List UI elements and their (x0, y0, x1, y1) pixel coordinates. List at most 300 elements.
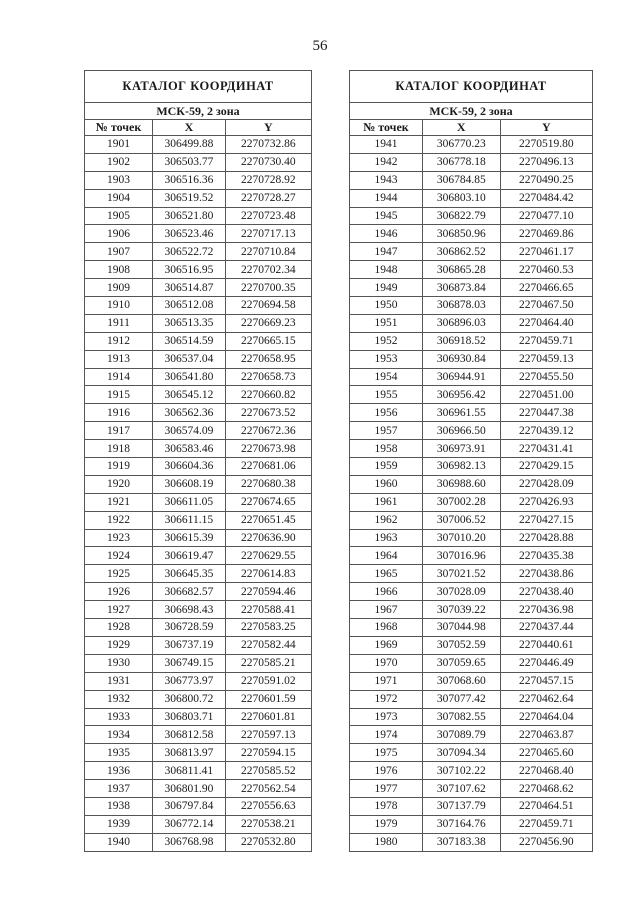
table-row (85, 654, 312, 672)
point-number-cell: 1965 (350, 565, 423, 583)
point-number-cell: 1961 (350, 493, 423, 511)
point-number-cell: 1978 (350, 797, 423, 815)
table-row (85, 744, 312, 762)
x-coordinate-cell: 306896.03 (422, 314, 500, 332)
table-row (350, 636, 593, 654)
x-coordinate-cell: 306778.18 (422, 153, 500, 171)
y-coordinate-cell: 2270468.40 (500, 762, 592, 780)
x-coordinate-cell: 307010.20 (422, 529, 500, 547)
point-number-cell: 1949 (350, 279, 423, 297)
x-coordinate-cell: 307183.38 (422, 833, 500, 851)
point-number-cell: 1907 (85, 243, 153, 261)
table-row (85, 189, 312, 207)
x-coordinate-cell: 306850.96 (422, 225, 500, 243)
point-number-cell: 1923 (85, 529, 153, 547)
y-coordinate-cell: 2270658.95 (225, 350, 311, 368)
x-coordinate-cell: 306682.57 (153, 583, 226, 601)
x-coordinate-cell: 306773.97 (153, 672, 226, 690)
point-number-cell: 1958 (350, 440, 423, 458)
table-row (350, 565, 593, 583)
table-row (85, 404, 312, 422)
y-coordinate-cell: 2270460.53 (500, 261, 592, 279)
point-number-cell: 1963 (350, 529, 423, 547)
table-row (85, 529, 312, 547)
y-coordinate-cell: 2270457.15 (500, 672, 592, 690)
point-number-cell: 1977 (350, 780, 423, 798)
point-number-cell: 1901 (85, 136, 153, 154)
y-coordinate-cell: 2270673.52 (225, 404, 311, 422)
point-number-cell: 1940 (85, 833, 153, 851)
y-coordinate-cell: 2270438.86 (500, 565, 592, 583)
y-coordinate-cell: 2270462.64 (500, 690, 592, 708)
x-coordinate-cell: 306583.46 (153, 440, 226, 458)
x-coordinate-cell: 306801.90 (153, 780, 226, 798)
header-x: X (153, 120, 226, 136)
point-number-cell: 1932 (85, 690, 153, 708)
y-coordinate-cell: 2270680.38 (225, 475, 311, 493)
table-row (350, 440, 593, 458)
point-number-cell: 1945 (350, 207, 423, 225)
x-coordinate-cell: 306956.42 (422, 386, 500, 404)
y-coordinate-cell: 2270651.45 (225, 511, 311, 529)
point-number-cell: 1968 (350, 619, 423, 637)
table-row (85, 547, 312, 565)
x-coordinate-cell: 306519.52 (153, 189, 226, 207)
point-number-cell: 1914 (85, 368, 153, 386)
point-number-cell: 1933 (85, 708, 153, 726)
x-coordinate-cell: 306513.35 (153, 314, 226, 332)
table-row (350, 780, 593, 798)
point-number-cell: 1918 (85, 440, 153, 458)
y-coordinate-cell: 2270451.00 (500, 386, 592, 404)
table-row (85, 386, 312, 404)
x-coordinate-cell: 306541.80 (153, 368, 226, 386)
x-coordinate-cell: 306514.87 (153, 279, 226, 297)
y-coordinate-cell: 2270456.90 (500, 833, 592, 851)
table-row (85, 225, 312, 243)
y-coordinate-cell: 2270459.71 (500, 815, 592, 833)
table-row (85, 243, 312, 261)
point-number-cell: 1941 (350, 136, 423, 154)
table-row (85, 726, 312, 744)
table-row (350, 136, 593, 154)
point-number-cell: 1959 (350, 458, 423, 476)
x-coordinate-cell: 306611.05 (153, 493, 226, 511)
point-number-cell: 1969 (350, 636, 423, 654)
table-row (350, 207, 593, 225)
y-coordinate-cell: 2270532.80 (225, 833, 311, 851)
point-number-cell: 1970 (350, 654, 423, 672)
x-coordinate-cell: 307039.22 (422, 601, 500, 619)
table-row (85, 475, 312, 493)
x-coordinate-cell: 307006.52 (422, 511, 500, 529)
point-number-cell: 1921 (85, 493, 153, 511)
coordinate-system-label: МСК-59, 2 зона (350, 103, 593, 120)
table-row (350, 690, 593, 708)
point-number-cell: 1944 (350, 189, 423, 207)
y-coordinate-cell: 2270464.40 (500, 314, 592, 332)
y-coordinate-cell: 2270439.12 (500, 422, 592, 440)
table-row (85, 297, 312, 315)
point-number-cell: 1920 (85, 475, 153, 493)
y-coordinate-cell: 2270728.92 (225, 171, 311, 189)
x-coordinate-cell: 307002.28 (422, 493, 500, 511)
table-row (350, 404, 593, 422)
point-number-cell: 1909 (85, 279, 153, 297)
y-coordinate-cell: 2270694.58 (225, 297, 311, 315)
x-coordinate-cell: 306811.41 (153, 762, 226, 780)
y-coordinate-cell: 2270519.80 (500, 136, 592, 154)
x-coordinate-cell: 306503.77 (153, 153, 226, 171)
table-row (85, 690, 312, 708)
table-row (85, 619, 312, 637)
table-row (350, 368, 593, 386)
table-row (350, 422, 593, 440)
table-row (350, 511, 593, 529)
point-number-cell: 1936 (85, 762, 153, 780)
point-number-cell: 1906 (85, 225, 153, 243)
point-number-cell: 1942 (350, 153, 423, 171)
x-coordinate-cell: 306615.39 (153, 529, 226, 547)
point-number-cell: 1910 (85, 297, 153, 315)
y-coordinate-cell: 2270585.52 (225, 762, 311, 780)
y-coordinate-cell: 2270538.21 (225, 815, 311, 833)
y-coordinate-cell: 2270723.48 (225, 207, 311, 225)
header-point-number: № точек (85, 120, 153, 136)
y-coordinate-cell: 2270594.46 (225, 583, 311, 601)
table-row (85, 601, 312, 619)
y-coordinate-cell: 2270717.13 (225, 225, 311, 243)
x-coordinate-cell: 306619.47 (153, 547, 226, 565)
x-coordinate-cell: 306797.84 (153, 797, 226, 815)
point-number-cell: 1939 (85, 815, 153, 833)
x-coordinate-cell: 307137.79 (422, 797, 500, 815)
y-coordinate-cell: 2270673.98 (225, 440, 311, 458)
point-number-cell: 1912 (85, 332, 153, 350)
y-coordinate-cell: 2270669.23 (225, 314, 311, 332)
point-number-cell: 1903 (85, 171, 153, 189)
point-number-cell: 1947 (350, 243, 423, 261)
y-coordinate-cell: 2270469.86 (500, 225, 592, 243)
y-coordinate-cell: 2270700.35 (225, 279, 311, 297)
x-coordinate-cell: 306803.71 (153, 708, 226, 726)
y-coordinate-cell: 2270728.27 (225, 189, 311, 207)
x-coordinate-cell: 306982.13 (422, 458, 500, 476)
table-row (85, 583, 312, 601)
table-row (350, 350, 593, 368)
y-coordinate-cell: 2270597.13 (225, 726, 311, 744)
y-coordinate-cell: 2270672.36 (225, 422, 311, 440)
table-row (350, 279, 593, 297)
y-coordinate-cell: 2270681.06 (225, 458, 311, 476)
x-coordinate-cell: 306873.84 (422, 279, 500, 297)
x-coordinate-cell: 306768.98 (153, 833, 226, 851)
y-coordinate-cell: 2270463.87 (500, 726, 592, 744)
table-row (350, 529, 593, 547)
point-number-cell: 1971 (350, 672, 423, 690)
table-row (350, 475, 593, 493)
table-row (85, 511, 312, 529)
table-row (350, 601, 593, 619)
y-coordinate-cell: 2270484.42 (500, 189, 592, 207)
point-number-cell: 1964 (350, 547, 423, 565)
x-coordinate-cell: 306862.52 (422, 243, 500, 261)
point-number-cell: 1948 (350, 261, 423, 279)
y-coordinate-cell: 2270658.73 (225, 368, 311, 386)
point-number-cell: 1980 (350, 833, 423, 851)
y-coordinate-cell: 2270732.86 (225, 136, 311, 154)
table-row (85, 440, 312, 458)
y-coordinate-cell: 2270428.09 (500, 475, 592, 493)
x-coordinate-cell: 307077.42 (422, 690, 500, 708)
point-number-cell: 1951 (350, 314, 423, 332)
x-coordinate-cell: 307089.79 (422, 726, 500, 744)
table-row (350, 744, 593, 762)
x-coordinate-cell: 307059.65 (422, 654, 500, 672)
y-coordinate-cell: 2270465.60 (500, 744, 592, 762)
y-coordinate-cell: 2270582.44 (225, 636, 311, 654)
y-coordinate-cell: 2270437.44 (500, 619, 592, 637)
x-coordinate-cell: 306822.79 (422, 207, 500, 225)
table-row (85, 171, 312, 189)
x-coordinate-cell: 306512.08 (153, 297, 226, 315)
y-coordinate-cell: 2270496.13 (500, 153, 592, 171)
x-coordinate-cell: 306770.23 (422, 136, 500, 154)
point-number-cell: 1927 (85, 601, 153, 619)
x-coordinate-cell: 306645.35 (153, 565, 226, 583)
point-number-cell: 1976 (350, 762, 423, 780)
y-coordinate-cell: 2270702.34 (225, 261, 311, 279)
point-number-cell: 1956 (350, 404, 423, 422)
table-row (85, 261, 312, 279)
point-number-cell: 1913 (85, 350, 153, 368)
y-coordinate-cell: 2270591.02 (225, 672, 311, 690)
table-row (85, 314, 312, 332)
x-coordinate-cell: 306800.72 (153, 690, 226, 708)
point-number-cell: 1979 (350, 815, 423, 833)
page-number: 56 (312, 38, 328, 54)
point-number-cell: 1926 (85, 583, 153, 601)
y-coordinate-cell: 2270447.38 (500, 404, 592, 422)
table-row (85, 368, 312, 386)
table-row (350, 547, 593, 565)
point-number-cell: 1925 (85, 565, 153, 583)
point-number-cell: 1931 (85, 672, 153, 690)
coordinate-system-label: МСК-59, 2 зона (85, 103, 312, 120)
table-row (350, 815, 593, 833)
x-coordinate-cell: 306784.85 (422, 171, 500, 189)
x-coordinate-cell: 307082.55 (422, 708, 500, 726)
point-number-cell: 1974 (350, 726, 423, 744)
point-number-cell: 1911 (85, 314, 153, 332)
table-row (350, 833, 593, 851)
point-number-cell: 1973 (350, 708, 423, 726)
point-number-cell: 1904 (85, 189, 153, 207)
x-coordinate-cell: 306749.15 (153, 654, 226, 672)
point-number-cell: 1938 (85, 797, 153, 815)
x-coordinate-cell: 306562.36 (153, 404, 226, 422)
x-coordinate-cell: 307068.60 (422, 672, 500, 690)
x-coordinate-cell: 306973.91 (422, 440, 500, 458)
table-row (350, 297, 593, 315)
y-coordinate-cell: 2270674.65 (225, 493, 311, 511)
coordinate-catalog-left (84, 70, 312, 852)
table-row (85, 136, 312, 154)
x-coordinate-cell: 306988.60 (422, 475, 500, 493)
y-coordinate-cell: 2270583.25 (225, 619, 311, 637)
table-row (85, 708, 312, 726)
y-coordinate-cell: 2270660.82 (225, 386, 311, 404)
point-number-cell: 1908 (85, 261, 153, 279)
x-coordinate-cell: 306865.28 (422, 261, 500, 279)
x-coordinate-cell: 306611.15 (153, 511, 226, 529)
table-row (85, 565, 312, 583)
y-coordinate-cell: 2270629.55 (225, 547, 311, 565)
table-row (350, 493, 593, 511)
x-coordinate-cell: 306545.12 (153, 386, 226, 404)
point-number-cell: 1935 (85, 744, 153, 762)
y-coordinate-cell: 2270446.49 (500, 654, 592, 672)
y-coordinate-cell: 2270665.15 (225, 332, 311, 350)
table-row (350, 762, 593, 780)
table-row (85, 458, 312, 476)
y-coordinate-cell: 2270477.10 (500, 207, 592, 225)
coordinate-catalog-right (349, 70, 593, 852)
x-coordinate-cell: 306537.04 (153, 350, 226, 368)
table-row (350, 672, 593, 690)
x-coordinate-cell: 306522.72 (153, 243, 226, 261)
x-coordinate-cell: 306574.09 (153, 422, 226, 440)
y-coordinate-cell: 2270490.25 (500, 171, 592, 189)
header-y: Y (225, 120, 311, 136)
y-coordinate-cell: 2270467.50 (500, 297, 592, 315)
table-row (85, 797, 312, 815)
y-coordinate-cell: 2270435.38 (500, 547, 592, 565)
point-number-cell: 1967 (350, 601, 423, 619)
y-coordinate-cell: 2270562.54 (225, 780, 311, 798)
x-coordinate-cell: 306803.10 (422, 189, 500, 207)
point-number-cell: 1934 (85, 726, 153, 744)
table-row (85, 672, 312, 690)
y-coordinate-cell: 2270436.98 (500, 601, 592, 619)
y-coordinate-cell: 2270426.93 (500, 493, 592, 511)
table-row (85, 350, 312, 368)
table-row (85, 153, 312, 171)
y-coordinate-cell: 2270459.71 (500, 332, 592, 350)
table-body (85, 136, 312, 852)
x-coordinate-cell: 306812.58 (153, 726, 226, 744)
x-coordinate-cell: 306698.43 (153, 601, 226, 619)
table-row (350, 332, 593, 350)
point-number-cell: 1930 (85, 654, 153, 672)
x-coordinate-cell: 306604.36 (153, 458, 226, 476)
table-row (85, 207, 312, 225)
x-coordinate-cell: 306608.19 (153, 475, 226, 493)
table-row (350, 458, 593, 476)
y-coordinate-cell: 2270438.40 (500, 583, 592, 601)
table-row (85, 332, 312, 350)
y-coordinate-cell: 2270710.84 (225, 243, 311, 261)
point-number-cell: 1924 (85, 547, 153, 565)
table-row (350, 153, 593, 171)
y-coordinate-cell: 2270468.62 (500, 780, 592, 798)
y-coordinate-cell: 2270466.65 (500, 279, 592, 297)
table-row (350, 726, 593, 744)
x-coordinate-cell: 307044.98 (422, 619, 500, 637)
x-coordinate-cell: 306514.59 (153, 332, 226, 350)
point-number-cell: 1957 (350, 422, 423, 440)
table-row (350, 225, 593, 243)
table-row (350, 619, 593, 637)
y-coordinate-cell: 2270601.81 (225, 708, 311, 726)
x-coordinate-cell: 307164.76 (422, 815, 500, 833)
x-coordinate-cell: 306737.19 (153, 636, 226, 654)
table-row (85, 780, 312, 798)
y-coordinate-cell: 2270461.17 (500, 243, 592, 261)
table-row (85, 636, 312, 654)
y-coordinate-cell: 2270585.21 (225, 654, 311, 672)
y-coordinate-cell: 2270614.83 (225, 565, 311, 583)
point-number-cell: 1952 (350, 332, 423, 350)
table-row (85, 493, 312, 511)
table-row (85, 815, 312, 833)
table-body (350, 136, 593, 852)
table-row (350, 314, 593, 332)
x-coordinate-cell: 306516.36 (153, 171, 226, 189)
catalog-title: КАТАЛОГ КООРДИНАТ (350, 71, 593, 103)
catalog-title: КАТАЛОГ КООРДИНАТ (85, 71, 312, 103)
point-number-cell: 1955 (350, 386, 423, 404)
table-row (350, 708, 593, 726)
y-coordinate-cell: 2270459.13 (500, 350, 592, 368)
table-row (350, 583, 593, 601)
x-coordinate-cell: 306930.84 (422, 350, 500, 368)
x-coordinate-cell: 306772.14 (153, 815, 226, 833)
point-number-cell: 1916 (85, 404, 153, 422)
y-coordinate-cell: 2270636.90 (225, 529, 311, 547)
table-row (350, 189, 593, 207)
table-row (350, 171, 593, 189)
y-coordinate-cell: 2270431.41 (500, 440, 592, 458)
table-row (350, 243, 593, 261)
point-number-cell: 1950 (350, 297, 423, 315)
table-row (350, 654, 593, 672)
point-number-cell: 1954 (350, 368, 423, 386)
table-row (85, 279, 312, 297)
x-coordinate-cell: 306918.52 (422, 332, 500, 350)
table-row (85, 762, 312, 780)
point-number-cell: 1975 (350, 744, 423, 762)
header-x: X (422, 120, 500, 136)
x-coordinate-cell: 306499.88 (153, 136, 226, 154)
x-coordinate-cell: 307021.52 (422, 565, 500, 583)
point-number-cell: 1929 (85, 636, 153, 654)
x-coordinate-cell: 306813.97 (153, 744, 226, 762)
table-row (85, 422, 312, 440)
point-number-cell: 1960 (350, 475, 423, 493)
y-coordinate-cell: 2270429.15 (500, 458, 592, 476)
header-point-number: № точек (350, 120, 423, 136)
y-coordinate-cell: 2270428.88 (500, 529, 592, 547)
y-coordinate-cell: 2270594.15 (225, 744, 311, 762)
point-number-cell: 1943 (350, 171, 423, 189)
x-coordinate-cell: 307016.96 (422, 547, 500, 565)
table-row (350, 797, 593, 815)
point-number-cell: 1905 (85, 207, 153, 225)
table-row (350, 386, 593, 404)
point-number-cell: 1953 (350, 350, 423, 368)
y-coordinate-cell: 2270464.51 (500, 797, 592, 815)
